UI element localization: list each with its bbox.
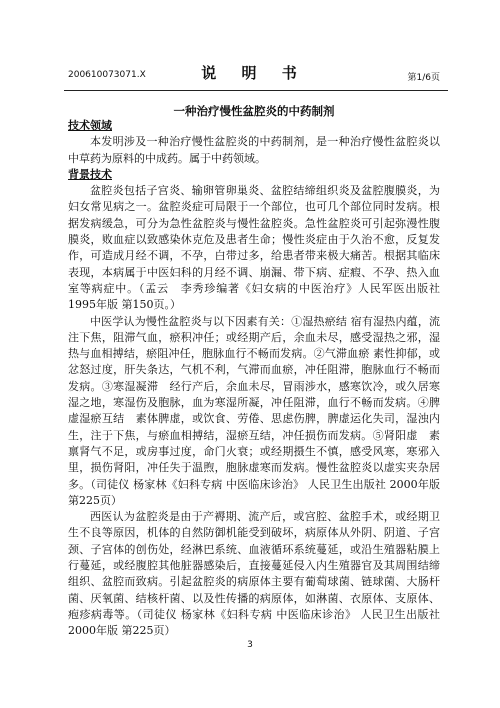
- header-divider: [64, 90, 448, 91]
- background-paragraph-2: 中医学认为慢性盆腔炎与以下因素有关：①湿热瘀结 宿有湿热内蕴，流注下焦，阻滞气血，瘀积冲任；或经期产后，余血未尽，感受湿热之邪，湿热与血相搏结，瘀阻冲任，胞脉血行不畅而发病。②气滞血瘀 素性抑郁，或忿怒过度，肝失条达，气机不利，气滞而血瘀，冲任阻滞，胞脉血行不畅而发病。③寒湿凝滞 经行产后，余血未尽，冒雨涉水，感寒饮冷，或久居寒湿之地，寒湿伤及胞脉，血为寒湿所凝，冲任阻滞，血行不畅而发病。④脾虚湿瘀互结 素体脾虚，或饮食、劳倦、思虑伤脾，脾虚运化失司，湿浊内生，注于下焦，与瘀血相搏结，湿瘀互结，冲任损伤而发病。⑤肾阳虚 素禀肾气不足，或房事过度，命门火衰；或经期摄生不慎，感受风寒，寒邪入里，损伤肾阳，冲任失于温煦，胞脉虚寒而发病。慢性盆腔炎以虚实夹杂居多。（司徒仪 杨家林《妇科专病 中医临床诊治》 人民卫生出版社 2000年版 第225页）: [68, 314, 440, 507]
- technical-field-paragraph: 本发明涉及一种治疗慢性盆腔炎的中药制剂，是一种治疗慢性盆腔炎以中草药为原料的中成药。属于中药领域。: [68, 135, 440, 165]
- document-body: [68, 118, 440, 640]
- section-heading-technical-field: 技术领域: [68, 119, 112, 132]
- background-paragraph-3: 西医认为盆腔炎是由于产褥期、流产后，或宫腔、盆腔手术，或经期卫生不良等原因，机体的自然防御机能受到破坏，病原体从外阴、阴道、子宫颈、子宫体的创伤处，经淋巴系统、血液循环系统蔓延，或沿生殖器粘膜上行蔓延，或经腹腔其他脏器感染后，直接蔓延侵入内生殖器官及其周围结缔组织、盆腔而致病。引起盆腔炎的病原体主要有葡萄球菌、链球菌、大肠杆菌、厌氧菌、结核杆菌、以及性传播的病原体，如淋菌、衣原体、支原体、疱疹病毒等。（司徒仪 杨家林《妇科专病 中医临床诊治》 人民卫生出版社 2000年版 第225页）: [68, 510, 440, 638]
- background-paragraph-1: 盆腔炎包括子宫炎、输卵管卵巢炎、盆腔结缔组织炎及盆腔腹膜炎，为妇女常见病之一。盆腔炎症可局限于一个部位，也可几个部位同时发病。根据发病缓急，可分为急性盆腔炎与慢性盆腔炎。急性盆腔炎可引起弥漫性腹膜炎，败血症以致感染休克危及患者生命；慢性炎症由于久治不愈，反复发作，可造成月经不调，不孕，白带过多，给患者带来极大痛苦。根据其临床表现，本病属于中医妇科的月经不调、崩漏、带下病、症瘕、不孕、热入血室等病症中。（孟云 李秀珍编著《妇女病的中医治疗》人民军医出版社 1995年版 第150页。）: [68, 184, 440, 312]
- invention-title: 一种治疗慢性盆腔炎的中药制剂: [173, 104, 335, 118]
- page-of-indicator: 第1/6页: [407, 73, 440, 83]
- doc-type-title: 说 明 书: [201, 64, 307, 82]
- doc-number: 200610073071.X: [68, 70, 146, 80]
- page-number: 3: [247, 640, 253, 650]
- section-heading-background: 背景技术: [68, 167, 112, 181]
- page-header: [68, 62, 440, 88]
